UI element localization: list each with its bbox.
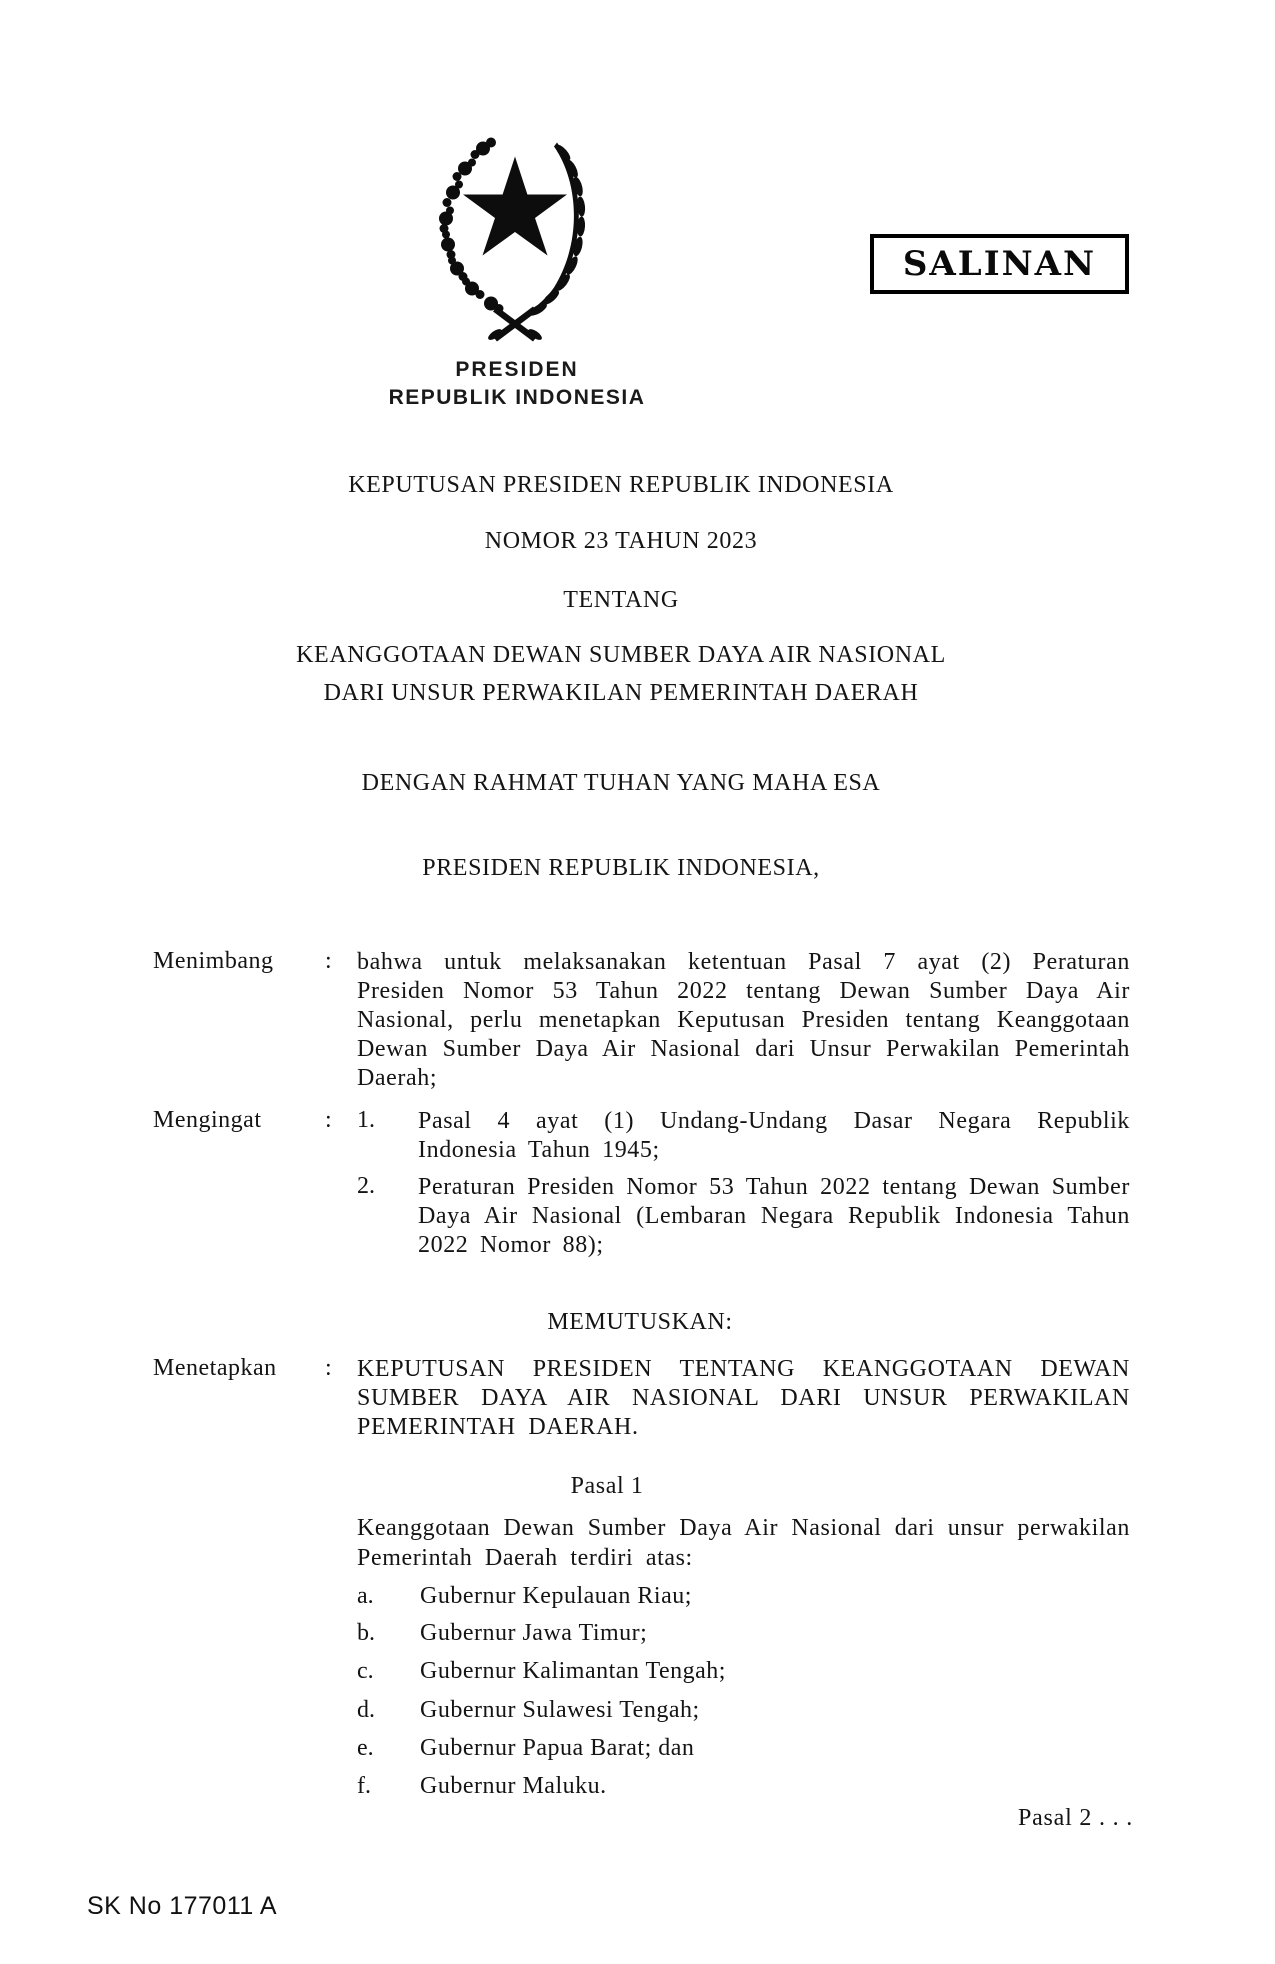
pasal-1-item-text: Gubernur Kepulauan Riau; xyxy=(420,1583,692,1609)
doc-title-tentang: TENTANG xyxy=(563,587,679,613)
mengingat-item-text: Pasal 4 ayat (1) Undang-Undang Dasar Negara Republik Indonesia Tahun 1945; xyxy=(418,1108,1130,1163)
doc-invocation: DENGAN RAHMAT TUHAN YANG MAHA ESA xyxy=(361,770,881,796)
mengingat-item-number: 1. xyxy=(357,1107,375,1133)
pasal-1-item-letter: d. xyxy=(357,1697,375,1723)
pasal-1-item-text: Gubernur Jawa Timur; xyxy=(420,1620,648,1646)
menimbang-text: bahwa untuk melaksanakan ketentuan Pasal 7 ayat (2) Peraturan Presiden Nomor 53 Tahun 2022 tentang Dewan Sumber Daya Air Nasional, perlu menetapkan Keputusan Presiden tentang Keanggotaan Dewan Sumber Daya Air Nasional dari Unsur Perwakilan Pemerintah Daerah; xyxy=(357,949,1130,1091)
pasal-1-item-letter: c. xyxy=(357,1658,374,1684)
doc-title-line1: KEPUTUSAN PRESIDEN REPUBLIK INDONESIA xyxy=(348,472,894,498)
doc-title-number: NOMOR 23 TAHUN 2023 xyxy=(484,528,758,554)
pasal-1-item-letter: e. xyxy=(357,1735,374,1761)
pasal-1-item-letter: a. xyxy=(357,1583,374,1609)
menimbang-label: Menimbang xyxy=(153,948,274,974)
pasal-1-item-text: Gubernur Maluku. xyxy=(420,1773,607,1799)
page-continuation-marker: Pasal 2 . . . xyxy=(1017,1805,1133,1831)
mengingat-item-number: 2. xyxy=(357,1173,375,1199)
menetapkan-label: Menetapkan xyxy=(153,1355,277,1381)
salinan-stamp xyxy=(870,234,1129,294)
pasal-1-heading: Pasal 1 xyxy=(570,1473,644,1499)
pasal-1-item-text: Gubernur Papua Barat; dan xyxy=(420,1735,695,1761)
letterhead-republik-indonesia: REPUBLIK INDONESIA xyxy=(388,386,646,409)
menetapkan-colon: : xyxy=(325,1355,332,1381)
menetapkan-text: KEPUTUSAN PRESIDEN TENTANG KEANGGOTAAN DEWAN SUMBER DAYA AIR NASIONAL DARI UNSUR PERWAKILAN PEMERINTAH DAERAH. xyxy=(357,1356,1130,1440)
doc-issuer: PRESIDEN REPUBLIK INDONESIA, xyxy=(422,855,820,881)
presidential-star-wreath-emblem xyxy=(437,120,597,355)
pasal-1-item-letter: b. xyxy=(357,1620,375,1646)
mengingat-colon: : xyxy=(325,1107,332,1133)
pasal-1-item-letter: f. xyxy=(357,1773,371,1799)
sk-number: SK No 177011 A xyxy=(87,1892,278,1920)
letterhead-presiden: PRESIDEN xyxy=(455,358,579,381)
letterhead xyxy=(317,358,717,410)
pasal-1-intro: Keanggotaan Dewan Sumber Daya Air Nasional dari unsur perwakilan Pemerintah Daerah terdiri atas: xyxy=(357,1515,1130,1571)
salinan-stamp-label: SALINAN xyxy=(902,244,1097,284)
doc-title-subject-line2: DARI UNSUR PERWAKILAN PEMERINTAH DAERAH xyxy=(323,680,919,706)
doc-title-subject-line1: KEANGGOTAAN DEWAN SUMBER DAYA AIR NASIONAL xyxy=(296,642,946,668)
memutuskan-heading: MEMUTUSKAN: xyxy=(547,1309,733,1335)
mengingat-label: Mengingat xyxy=(153,1107,262,1133)
pasal-1-item-text: Gubernur Kalimantan Tengah; xyxy=(420,1658,726,1684)
pasal-1-item-text: Gubernur Sulawesi Tengah; xyxy=(420,1697,700,1723)
menimbang-colon: : xyxy=(325,948,332,974)
mengingat-item-text: Peraturan Presiden Nomor 53 Tahun 2022 tentang Dewan Sumber Daya Air Nasional (Lembaran Negara Republik Indonesia Tahun 2022 Nomor 88); xyxy=(418,1174,1130,1258)
